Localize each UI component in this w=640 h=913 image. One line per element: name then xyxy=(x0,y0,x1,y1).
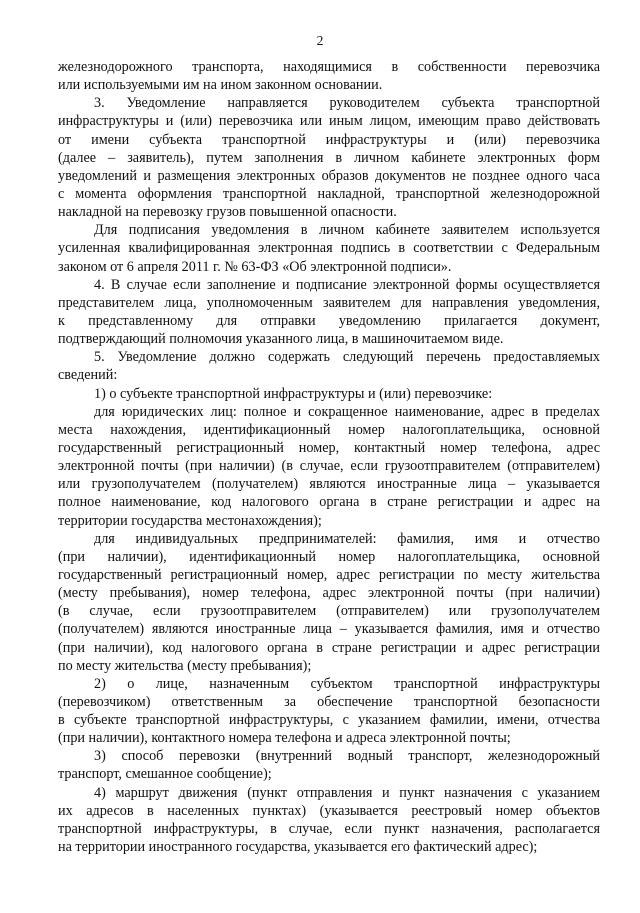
text-line: уведомлений и размещения электронных образов документов не позднее одного часа xyxy=(58,167,600,184)
text-line: места нахождения, идентификационный номер налогоплательщика, основной xyxy=(58,421,600,438)
text-line: в субъекте транспортной инфраструктуры, с указанием фамилии, имени, отчества xyxy=(58,712,600,729)
text-line: с момента оформления транспортной накладной, транспортной железнодорожной xyxy=(58,185,600,202)
text-line: накладной на перевозку грузов повышенной опасности. xyxy=(58,204,397,221)
text-line: транспортной инфраструктуры, в случае, если пункт назначения, располагается xyxy=(58,820,600,837)
text-line: или грузополучателем (получателем) являются иностранные лица – указывается xyxy=(58,476,600,493)
text-line: (при наличии), идентификационный номер налогоплательщика, основной xyxy=(58,548,600,565)
text-line: 1) о субъекте транспортной инфраструктуры и (или) перевозчике: xyxy=(94,385,493,402)
text-line: их адресов в населенных пунктах) (указывается реестровый номер объектов xyxy=(58,802,600,819)
text-line: представителем лица, уполномоченным заявителем для направления уведомления, xyxy=(58,294,600,311)
text-line: подтверждающий полномочия указанного лица, в машиночитаемом виде. xyxy=(58,331,504,348)
text-line: 3. Уведомление направляется руководителем субъекта транспортной xyxy=(94,95,600,112)
text-line: транспорт, смешанное сообщение); xyxy=(58,766,272,783)
text-line: от имени субъекта транспортной инфраструктуры и (или) перевозчика xyxy=(58,131,600,148)
text-line: 5. Уведомление должно содержать следующий перечень предоставляемых xyxy=(94,349,600,366)
text-line: или используемыми им на ином законном основании. xyxy=(58,77,383,94)
text-line: по месту жительства (месту пребывания); xyxy=(58,657,312,674)
text-line: (перевозчиком) ответственным за обеспечение транспортной безопасности xyxy=(58,693,600,710)
text-line: усиленная квалифицированная электронная подпись в соответствии с Федеральным xyxy=(58,240,600,257)
text-line: законом от 6 апреля 2011 г. № 63-ФЗ «Об электронной подписи». xyxy=(58,258,452,275)
page-number: 2 xyxy=(316,33,324,48)
text-line: к представленному для отправки уведомлению прилагается документ, xyxy=(58,312,600,329)
text-line: инфраструктуры и (или) перевозчика или иным лицом, имеющим право действовать xyxy=(58,113,600,130)
text-line: государственный регистрационный номер, контактный номер телефона, адрес xyxy=(58,439,600,456)
text-line: Для подписания уведомления в личном кабинете заявителем используется xyxy=(94,222,600,239)
text-line: (получателем) являются иностранные лица – указывается фамилия, имя и отчество xyxy=(58,621,600,638)
text-line: электронной почты (при наличии) (в случае, если грузоотправителем (отправителем) xyxy=(58,458,600,475)
text-line: 2) о лице, назначенным субъектом транспортной инфраструктуры xyxy=(94,675,600,692)
text-line: территории государства местонахождения); xyxy=(58,512,322,529)
text-line: для индивидуальных предпринимателей: фамилия, имя и отчество xyxy=(94,530,600,547)
text-line: (далее – заявитель), путем заполнения в личном кабинете электронных форм xyxy=(58,149,600,166)
text-line: сведений: xyxy=(58,367,118,384)
text-line: 3) способ перевозки (внутренний водный транспорт, железнодорожный xyxy=(94,748,600,765)
text-line: государственный регистрационный номер, адрес регистрации по месту жительства xyxy=(58,566,600,583)
text-line: (при наличии), контактного номера телефона и адреса электронной почты; xyxy=(58,730,511,747)
text-line: (при наличии), код налогового органа в стране регистрации и адрес регистрации xyxy=(58,639,600,656)
text-line: (в случае, если грузоотправителем (отправителем) или грузополучателем xyxy=(58,603,600,620)
text-line: для юридических лиц: полное и сокращенное наименование, адрес в пределах xyxy=(94,403,600,420)
text-line: железнодорожного транспорта, находящимися в собственности перевозчика xyxy=(58,59,600,75)
text-line: на территории иностранного государства, указывается его фактический адрес); xyxy=(58,839,538,856)
document-body xyxy=(58,58,600,856)
text-line: полное наименование, код налогового органа в стране регистрации и адрес на xyxy=(58,494,600,511)
text-line: (месту пребывания), номер телефона, адрес электронной почты (при наличии) xyxy=(58,585,600,602)
text-line: 4. В случае если заполнение и подписание электронной формы осуществляется xyxy=(94,276,600,293)
text-line: 4) маршрут движения (пункт отправления и пункт назначения с указанием xyxy=(94,784,600,801)
